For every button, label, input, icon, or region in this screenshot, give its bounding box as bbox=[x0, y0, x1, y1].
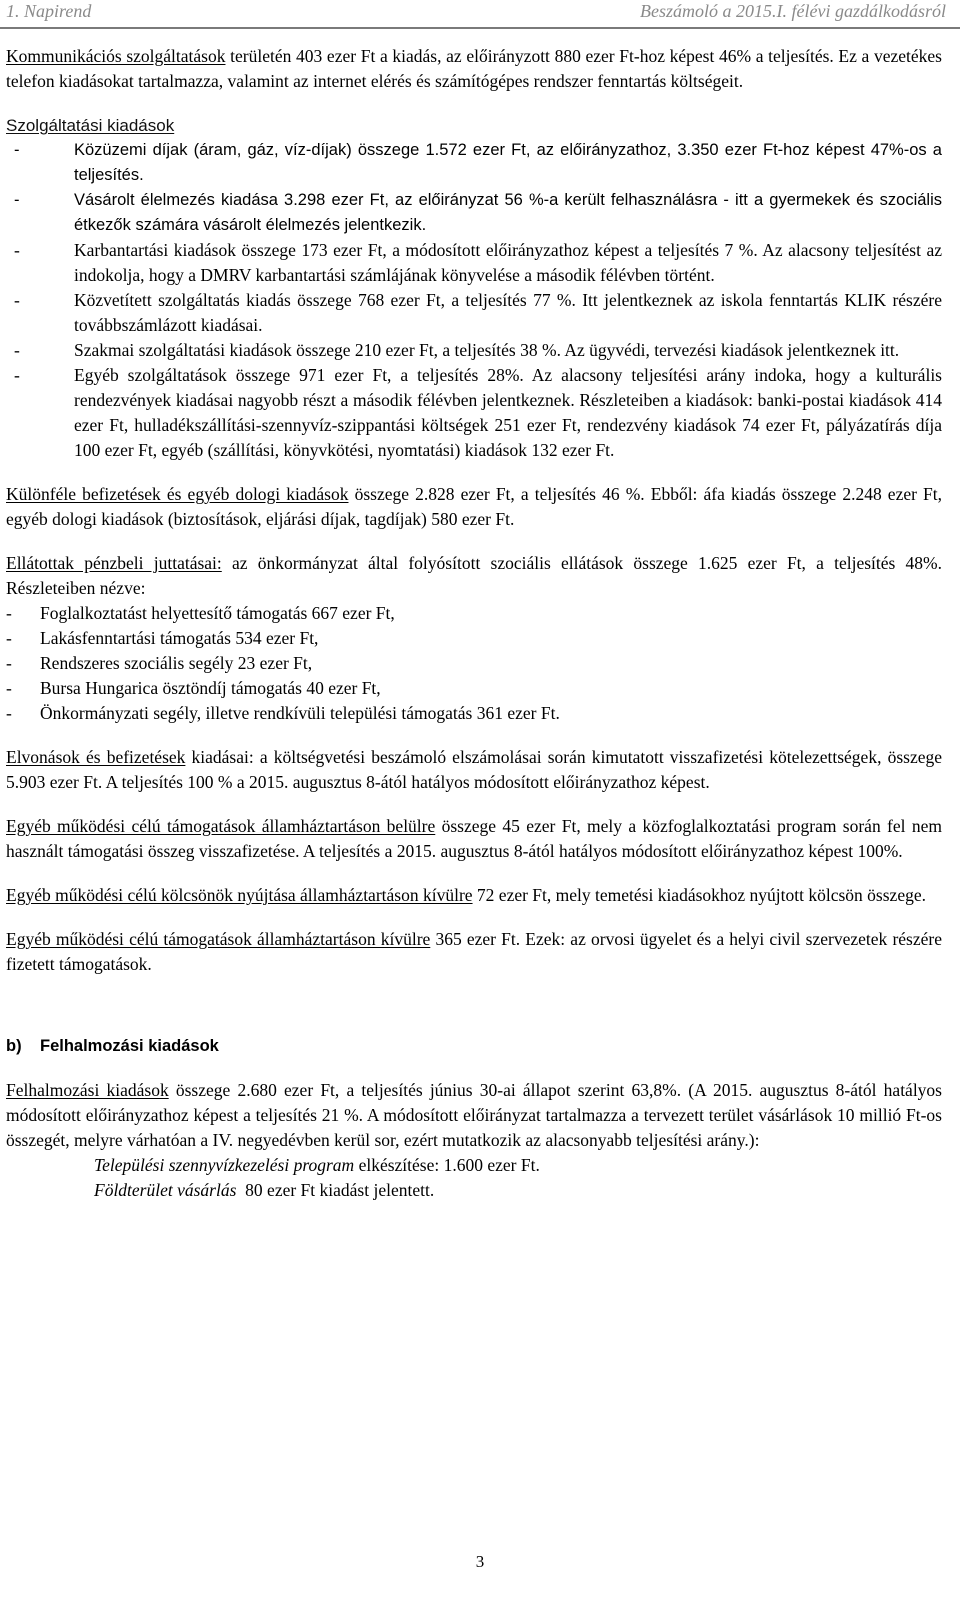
paragraph-loans bbox=[6, 883, 942, 908]
section-b-heading bbox=[6, 1034, 942, 1059]
document-body bbox=[6, 44, 942, 1203]
sewage-program-label: Települési szennyvízkezelési program bbox=[94, 1155, 355, 1175]
paragraph-support-outside bbox=[6, 927, 942, 977]
list-item: - Karbantartási kiadások összege 173 ezer Ft, a módosított előirányzathoz képest a teljesítés 7 %. Az alacsony teljesítést az indokolja, hogy a DMRV karbantartási számlájának könyvelése a második félévben történt. bbox=[6, 238, 942, 288]
capital-line-sewage bbox=[6, 1153, 942, 1178]
list-item: - Bursa Hungarica ösztöndíj támogatás 40 ezer Ft, bbox=[6, 676, 942, 701]
capital-line-land bbox=[6, 1178, 942, 1203]
misc-payments-title: Különféle befizetések és egyéb dologi kiadások bbox=[6, 484, 349, 504]
list-item: - Vásárolt élelmezés kiadása 3.298 ezer Ft, az előirányzat 56 %-a került felhasználásra - itt a gyermekek és szociális étkezők számára vásárolt élelmezés jelentkezik. bbox=[6, 188, 942, 238]
list-item: - Foglalkoztatást helyettesítő támogatás 667 ezer Ft, bbox=[6, 601, 942, 626]
land-purchase-value: 80 ezer Ft kiadást jelentett. bbox=[236, 1180, 435, 1200]
paragraph-withdrawals bbox=[6, 745, 942, 795]
paragraph-capital bbox=[6, 1078, 942, 1153]
withdrawals-text: kiadásai: a költségvetési beszámoló elszámolásai során kimutatott visszafizetési kötelezettségek, összege 5.903 ezer Ft. A teljesítés 100 % a 2015. augusztus 8-ától hatályos módosított előirányzathoz képest. bbox=[6, 747, 942, 792]
support-inside-text: összege 45 ezer Ft, mely a közfoglalkoztatási program során fel nem használt támogatási összeg visszafizetése. A teljesítés a 2015. augusztus 8-ától hatályos módosított előirányzathoz képest 100%. bbox=[6, 816, 942, 861]
list-item: - Rendszeres szociális segély 23 ezer Ft, bbox=[6, 651, 942, 676]
section-b-title: Felhalmozási kiadások bbox=[40, 1037, 219, 1055]
list-item: - Szakmai szolgáltatási kiadások összege 210 ezer Ft, a teljesítés 38 %. Az ügyvédi, tervezési kiadások jelentkeznek itt. bbox=[6, 338, 942, 363]
care-benefits-title: Ellátottak pénzbeli juttatásai: bbox=[6, 553, 222, 573]
header-chapter: 1. Napirend bbox=[6, 1, 92, 21]
land-purchase-label: Földterület vásárlás bbox=[94, 1180, 237, 1200]
services-list bbox=[6, 138, 942, 463]
page-header bbox=[0, 0, 960, 26]
support-outside-title: Egyéb működési célú támogatások államháztartáson kívülre bbox=[6, 929, 431, 949]
paragraph-misc-payments bbox=[6, 482, 942, 532]
header-divider bbox=[0, 27, 960, 29]
care-benefits-list bbox=[6, 601, 942, 726]
list-item: - Lakásfenntartási támogatás 534 ezer Ft, bbox=[6, 626, 942, 651]
list-item: - Közvetített szolgáltatás kiadás összege 768 ezer Ft, a teljesítés 77 %. Itt jelentkeznek az iskola fenntartás KLIK részére továbbszámlázott kiadásai. bbox=[6, 288, 942, 338]
header-document-title: Beszámoló a 2015.I. félévi gazdálkodásról bbox=[640, 1, 946, 21]
loans-text: 72 ezer Ft, mely temetési kiadásokhoz nyújtott kölcsön összege. bbox=[472, 885, 926, 905]
list-item: - Közüzemi díjak (áram, gáz, víz-díjak) összege 1.572 ezer Ft, az előirányzathoz, 3.350 ezer Ft-hoz képest 47%-os a teljesítés. bbox=[6, 138, 942, 188]
withdrawals-title: Elvonások és befizetések bbox=[6, 747, 186, 767]
support-inside-title: Egyéb működési célú támogatások államháztartáson belülre bbox=[6, 816, 436, 836]
support-outside-text: 365 ezer Ft. Ezek: az orvosi ügyelet és a helyi civil szervezetek részére fizetett támogatások. bbox=[6, 929, 942, 974]
section-b-mark: b) bbox=[6, 1037, 22, 1055]
communication-title: Kommunikációs szolgáltatások bbox=[6, 46, 226, 66]
capital-title: Felhalmozási kiadások bbox=[6, 1080, 169, 1100]
services-title: Szolgáltatási kiadások bbox=[6, 116, 175, 135]
loans-title: Egyéb működési célú kölcsönök nyújtása államháztartáson kívülre bbox=[6, 885, 473, 905]
list-item: - Egyéb szolgáltatások összege 971 ezer Ft, a teljesítés 28%. Az alacsony teljesítési arány indoka, hogy a kulturális rendezvények kiadásai nagyobb részt a második félévben jelentkeznek. Részleteiben a kiadások: banki-postai kiadások 414 ezer Ft, hulladékszállítási-szennyvíz-szippantási költségek 251 ezer Ft, rendezvény kiadások 74 ezer Ft, pályázatírás díja 100 ezer Ft, egyéb (szállítási, könyvkötési, nyomtatási) kiadások 132 ezer Ft. bbox=[6, 363, 942, 463]
paragraph-communication bbox=[6, 44, 942, 94]
list-item: - Önkormányzati segély, illetve rendkívüli települési támogatás 361 ezer Ft. bbox=[6, 701, 942, 726]
communication-text: területén 403 ezer Ft a kiadás, az előirányzott 880 ezer Ft-hoz képest 46% a teljesítés. Ez a vezetékes telefon kiadásokat tartalmazza, valamint az internet elérés és számítógépes rendszer fenntartás költségeit. bbox=[6, 46, 942, 91]
paragraph-support-inside bbox=[6, 814, 942, 864]
sewage-program-value: elkészítése: 1.600 ezer Ft. bbox=[354, 1155, 540, 1175]
capital-text: összege 2.680 ezer Ft, a teljesítés június 30-ai állapot szerint 63,8%. (A 2015. augusztus 8-ától hatályos módosított előirányzathoz képest a teljesítés 21 %. A módosított előirányzat tartalmazza a tervezett terület vásárlások 10 millió Ft-os összegét, melyre várhatóan a IV. negyedévben kerül sor, ezért mutatkozik az alacsonyabb teljesítési arány.): bbox=[6, 1080, 942, 1150]
misc-payments-text: összege 2.828 ezer Ft, a teljesítés 46 %. Ebből: áfa kiadás összege 2.248 ezer Ft, egyéb dologi kiadások (biztosítások, eljárási díjak, tagdíjak) 580 ezer Ft. bbox=[6, 484, 942, 529]
care-benefits-text: az önkormányzat által folyósított szociális ellátások összege 1.625 ezer Ft, a teljesítés 48%. Részleteiben nézve: bbox=[6, 553, 942, 598]
page-number: 3 bbox=[475, 1552, 485, 1571]
paragraph-care-benefits bbox=[6, 551, 942, 601]
